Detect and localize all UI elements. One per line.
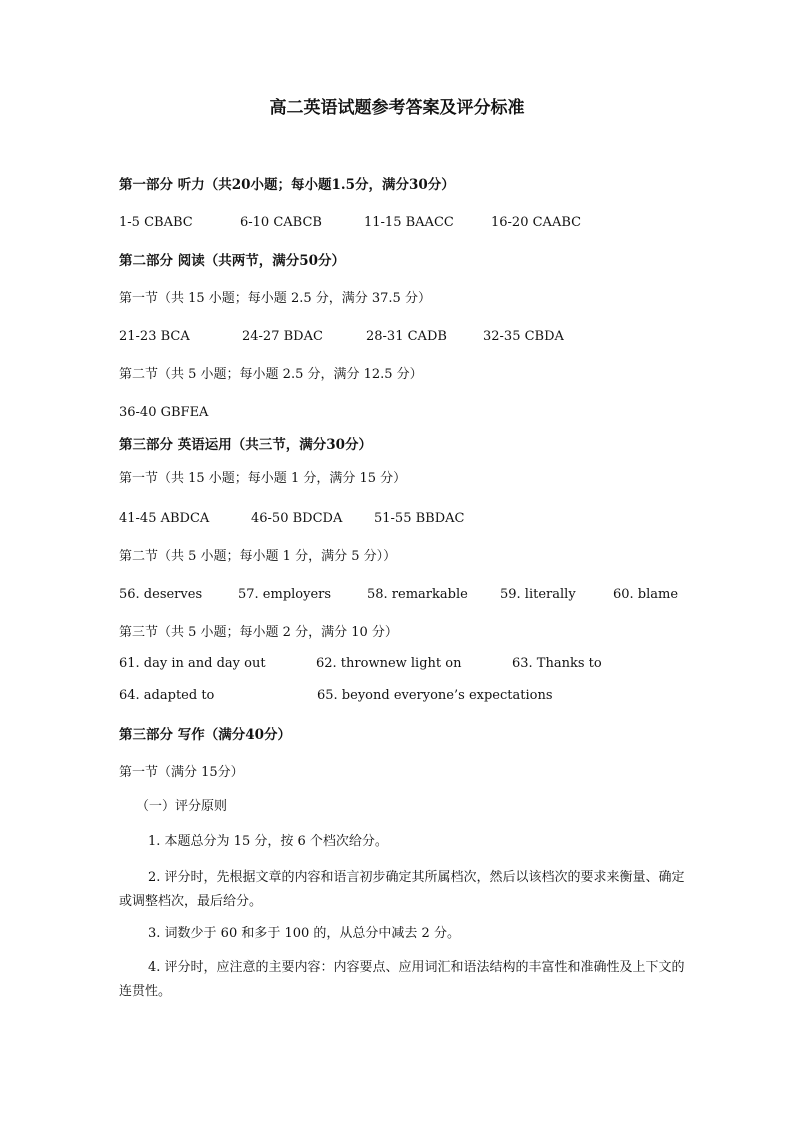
answer-group: 16-20 CAABC bbox=[491, 215, 582, 230]
answer-group: 41-45 ABDCA bbox=[119, 511, 210, 526]
scoring-rule: 2. 评分时，先根据文章的内容和语言初步确定其所属档次，然后以该档次的要求来衡量、确定或调整档次，最后给分。 bbox=[119, 870, 685, 909]
answer-group: 1-5 CBABC bbox=[119, 215, 193, 230]
answer-word: 58. remarkable bbox=[367, 587, 468, 602]
answer-phrase: 64. adapted to bbox=[119, 688, 215, 703]
answer-group: 6-10 CABCB bbox=[240, 215, 322, 230]
answer-phrase: 65. beyond everyone’s expectations bbox=[317, 688, 553, 703]
answer-group: 24-27 BDAC bbox=[242, 329, 323, 344]
answer-group: 32-35 CBDA bbox=[483, 329, 564, 344]
scoring-rule: 4. 评分时，应注意的主要内容：内容要点、应用词汇和语法结构的丰富性和准确性及上下文的连贯性。 bbox=[119, 960, 685, 999]
answer-group: 36-40 GBFEA bbox=[119, 405, 209, 420]
answer-phrase: 63. Thanks to bbox=[512, 656, 602, 671]
part4-heading: 第三部分 写作（满分40分） bbox=[119, 727, 291, 743]
answer-phrase: 62. thrownew light on bbox=[316, 656, 462, 671]
answer-word: 57. employers bbox=[238, 587, 332, 602]
part2-section2-heading: 第二节（共 5 小题；每小题 2.5 分，满分 12.5 分） bbox=[119, 367, 423, 382]
answer-word: 56. deserves bbox=[119, 587, 203, 602]
answer-group: 21-23 BCA bbox=[119, 329, 190, 344]
part3-section3-heading: 第三节（共 5 小题；每小题 2 分，满分 10 分） bbox=[119, 625, 398, 640]
scoring-rule: 3. 词数少于 60 和多于 100 的，从总分中减去 2 分。 bbox=[148, 926, 460, 941]
part3-heading: 第三部分 英语运用（共三节，满分30分） bbox=[119, 437, 372, 453]
part3-section1-heading: 第一节（共 15 小题；每小题 1 分，满分 15 分） bbox=[119, 471, 407, 486]
answer-group: 46-50 BDCDA bbox=[251, 511, 343, 526]
part3-section2-heading: 第二节（共 5 小题；每小题 1 分，满分 5 分）） bbox=[119, 549, 397, 564]
scoring-rule: 1. 本题总分为 15 分，按 6 个档次给分。 bbox=[148, 834, 388, 849]
part2-section1-heading: 第一节（共 15 小题；每小题 2.5 分，满分 37.5 分） bbox=[119, 291, 431, 306]
answer-word: 59. literally bbox=[500, 587, 576, 602]
part4-section1-heading: 第一节（满分 15分） bbox=[119, 765, 244, 780]
part2-heading: 第二部分 阅读（共两节，满分50分） bbox=[119, 253, 345, 269]
part1-heading: 第一部分 听力（共20小题；每小题1.5分，满分30分） bbox=[119, 177, 455, 193]
page-title: 高二英语试题参考答案及评分标准 bbox=[269, 98, 525, 118]
scoring-principles-heading: （一）评分原则 bbox=[136, 799, 228, 814]
answer-group: 51-55 BBDAC bbox=[374, 511, 465, 526]
answer-group: 28-31 CADB bbox=[366, 329, 447, 344]
answer-phrase: 61. day in and day out bbox=[119, 656, 266, 671]
answer-group: 11-15 BAACC bbox=[364, 215, 454, 230]
answer-word: 60. blame bbox=[613, 587, 679, 602]
